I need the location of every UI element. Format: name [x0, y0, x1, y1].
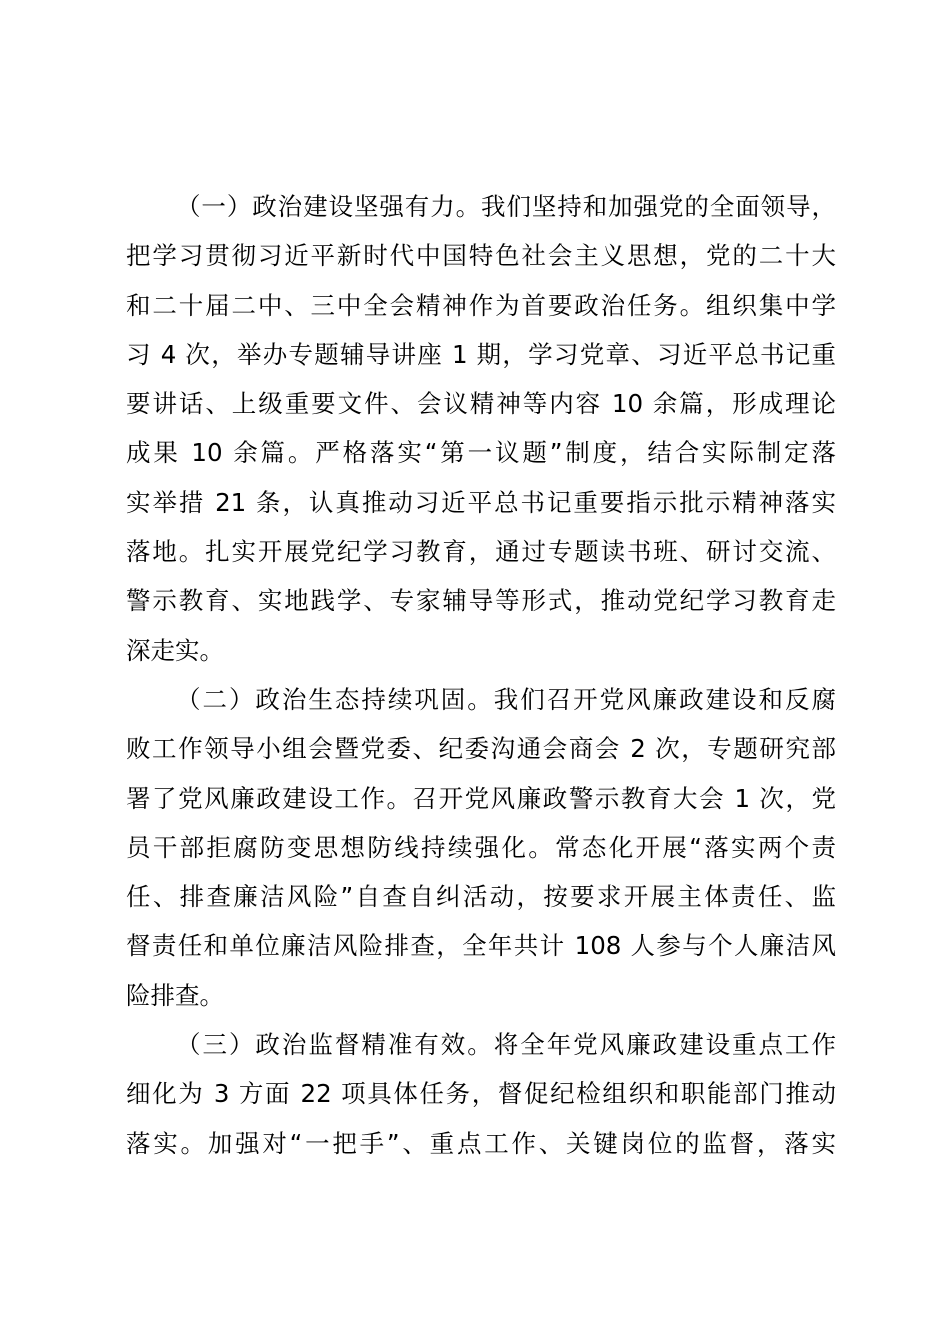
paragraph-2-line-2: 败工作领导小组会暨党委、纪委沟通会商会 2 次，专题研究部: [126, 734, 836, 764]
paragraph-1-line-2: 把学习贯彻习近平新时代中国特色社会主义思想，党的二十大: [126, 241, 836, 271]
paragraph-2-line-1: （二）政治生态持续巩固。我们召开党风廉政建设和反腐: [176, 684, 836, 714]
paragraph-1-line-7: 实举措 21 条，认真推动习近平总书记重要指示批示精神落实: [126, 487, 836, 517]
paragraph-1-line-10: 深走实。: [126, 635, 224, 665]
paragraph-3-line-3: 落实。加强对“一把手”、重点工作、关键岗位的监督，落实: [126, 1128, 836, 1158]
paragraph-2-line-6: 督责任和单位廉洁风险排查，全年共计 108 人参与个人廉洁风: [126, 931, 836, 961]
paragraph-1-line-5: 要讲话、上级重要文件、会议精神等内容 10 余篇，形成理论: [126, 389, 836, 419]
paragraph-2-line-7: 险排查。: [126, 980, 224, 1010]
paragraph-1-line-8: 落地。扎实开展党纪学习教育，通过专题读书班、研讨交流、: [126, 537, 836, 567]
paragraph-1-line-9: 警示教育、实地践学、专家辅导等形式，推动党纪学习教育走: [126, 586, 836, 616]
paragraph-1-line-4: 习 4 次，举办专题辅导讲座 1 期，学习党章、习近平总书记重: [126, 339, 836, 369]
paragraph-3-line-1: （三）政治监督精准有效。将全年党风廉政建设重点工作: [176, 1030, 836, 1060]
paragraph-2-line-3: 署了党风廉政建设工作。召开党风廉政警示教育大会 1 次，党: [126, 783, 836, 813]
paragraph-3-line-2: 细化为 3 方面 22 项具体任务，督促纪检组织和职能部门推动: [126, 1079, 836, 1109]
paragraph-1-line-1: （一）政治建设坚强有力。我们坚持和加强党的全面领导，: [176, 192, 836, 221]
paragraph-2-line-5: 任、排查廉洁风险”自查自纠活动，按要求开展主体责任、监: [126, 882, 836, 912]
paragraph-1-line-6: 成果 10 余篇。严格落实“第一议题”制度，结合实际制定落: [126, 438, 836, 468]
paragraph-2-line-4: 员干部拒腐防变思想防线持续强化。常态化开展“落实两个责: [126, 832, 836, 862]
paragraph-1-line-3: 和二十届二中、三中全会精神作为首要政治任务。组织集中学: [126, 290, 836, 320]
document-body: [126, 182, 836, 1168]
